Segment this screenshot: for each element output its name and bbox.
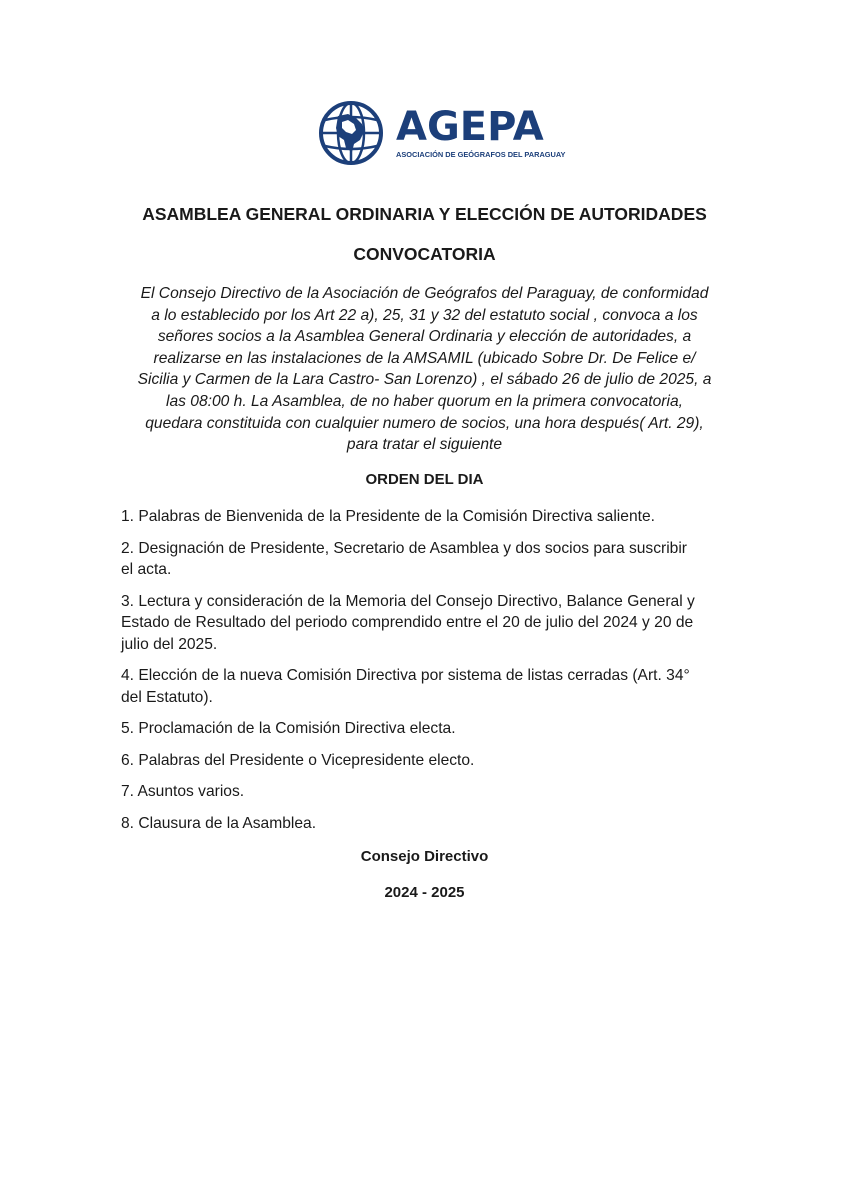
signature-consejo-directivo: Consejo Directivo	[360, 848, 489, 865]
agenda-item	[121, 506, 733, 528]
agenda-item-line: Estado de Resultado del periodo comprendido entre el 20 de julio del 2024 y 20 de	[121, 614, 694, 631]
agenda-item	[121, 750, 733, 772]
intro-line: Sicilia y Carmen de la Lara Castro- San Lorenzo) , el sábado 26 de julio de 2025, a	[137, 371, 712, 389]
agenda-item-line: 8. Clausura de la Asamblea.	[121, 814, 317, 832]
intro-line: realizarse en las instalaciones de la AMSAMIL (ubicado Sobre Dr. De Felice e/	[153, 349, 696, 367]
agenda-item-line: julio del 2025.	[121, 635, 218, 653]
intro-paragraph	[116, 283, 733, 456]
globe-icon	[318, 100, 384, 166]
agenda-item	[121, 781, 733, 803]
agenda-item-line: 7. Asuntos varios.	[121, 783, 245, 800]
agenda-item	[121, 591, 733, 656]
agenda-item	[121, 813, 733, 835]
agenda-item-line: 4. Elección de la nueva Comisión Directiva por sistema de listas cerradas (Art. 34°	[121, 667, 690, 684]
document-title: ASAMBLEA GENERAL ORDINARIA Y ELECCIÓN DE AUTORIDADES	[142, 204, 707, 224]
intro-line: a lo establecido por los Art 22 a), 25, 31 y 32 del estatuto social , convoca a los	[151, 306, 698, 324]
intro-line: El Consejo Directivo de la Asociación de Geógrafos del Paraguay, de conformidad	[140, 285, 709, 302]
logo-text	[396, 104, 566, 159]
agenda-item	[121, 538, 733, 581]
agenda-item-line: 5. Proclamación de la Comisión Directiva electa.	[121, 720, 456, 737]
agenda-item-line: 2. Designación de Presidente, Secretario de Asamblea y dos socios para suscribir	[121, 539, 688, 557]
agenda-item	[121, 665, 733, 708]
document-subtitle: CONVOCATORIA	[353, 244, 496, 264]
intro-line: quedara constituida con cualquier numero de socios, una hora después( Art. 29),	[145, 414, 704, 432]
agenda-item-line: 1. Palabras de Bienvenida de la Presidente de la Comisión Directiva saliente.	[121, 508, 655, 525]
signature-period: 2024 - 2025	[384, 884, 465, 901]
logo-name: AGEPA	[396, 104, 544, 150]
intro-line: señores socios a la Asamblea General Ordinaria y elección de autoridades, a	[157, 328, 692, 346]
intro-line: para tratar el siguiente	[346, 436, 503, 454]
agepa-logo	[318, 100, 566, 166]
agenda-list	[121, 506, 733, 844]
agenda-item-line: el acta.	[121, 561, 172, 578]
intro-line: las 08:00 h. La Asamblea, de no haber quorum en la primera convocatoria,	[166, 392, 683, 410]
agenda-item	[121, 718, 733, 740]
agenda-item-line: 6. Palabras del Presidente o Vicepresidente electo.	[121, 751, 475, 769]
agenda-item-line: 3. Lectura y consideración de la Memoria del Consejo Directivo, Balance General y	[121, 592, 695, 610]
agenda-item-line: del Estatuto).	[121, 688, 213, 706]
orden-del-dia-title: ORDEN DEL DIA	[365, 471, 484, 488]
logo-subtitle: ASOCIACIÓN DE GEÓGRAFOS DEL PARAGUAY	[396, 150, 566, 159]
